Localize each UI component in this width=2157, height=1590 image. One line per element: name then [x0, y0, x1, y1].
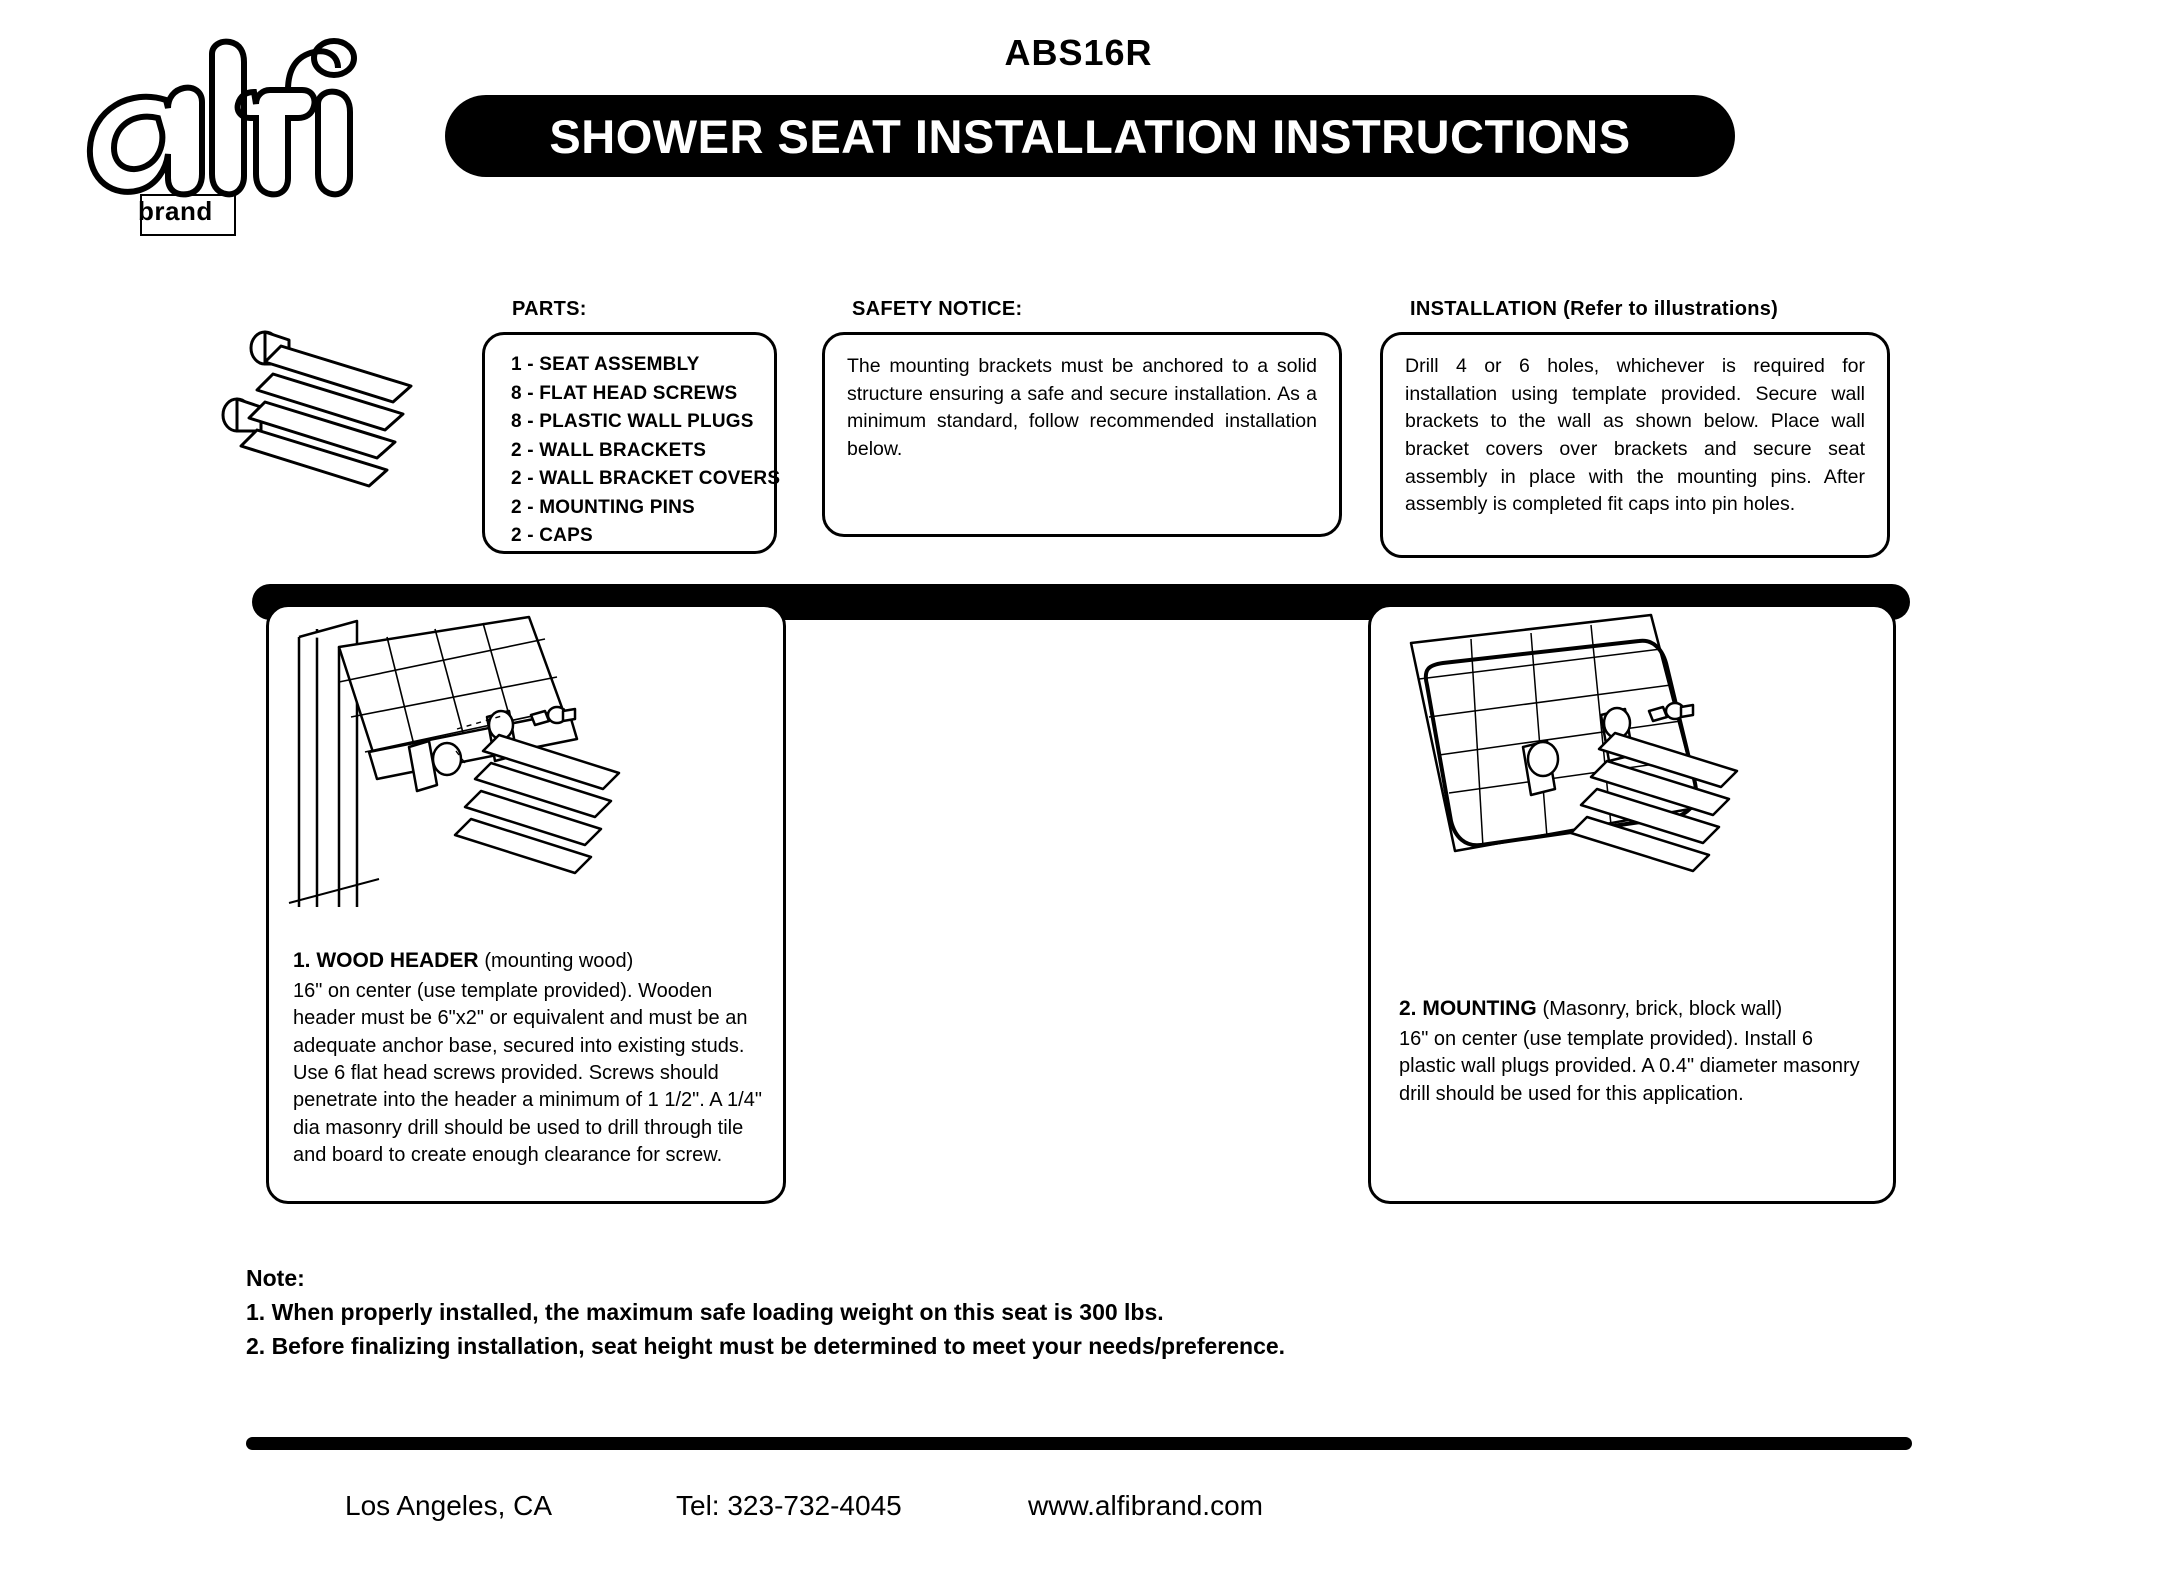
list-item: 1 - SEAT ASSEMBLY — [511, 354, 700, 375]
panel-mounting-text — [1399, 995, 1873, 1108]
safety-notice-text: The mounting brackets must be anchored to a solid structure ensuring a safe and secure installation. As a minimum standard, follow recommended installation below. — [847, 355, 1317, 461]
panel-wood-header — [266, 604, 786, 1204]
model-code: ABS16R — [1004, 32, 1153, 73]
list-item: 2 - WALL BRACKETS — [511, 439, 707, 461]
page-title-text: SHOWER SEAT INSTALLATION INSTRUCTIONS — [549, 109, 1631, 163]
panel-number: 2. — [1399, 997, 1417, 1020]
note-item: 1. When properly installed, the maximum safe loading weight on this seat is 300 lbs. — [246, 1298, 1164, 1325]
note-item: 2. Before finalizing installation, seat height must be determined to meet your needs/preference. — [246, 1332, 1286, 1359]
panel-heading-paren: (Masonry, brick, block wall) — [1542, 998, 1783, 1020]
installation-box — [1380, 332, 1890, 558]
logo-brand-text: brand — [138, 196, 213, 226]
panel-heading — [293, 947, 763, 976]
safety-notice-box — [822, 332, 1342, 537]
list-item: 8 - FLAT HEAD SCREWS — [511, 382, 738, 404]
parts-list — [485, 335, 781, 551]
panel-heading-title: WOOD HEADER — [316, 949, 479, 972]
panel-body: 16" on center (use template provided). Wooden header must be 6"x2" or equivalent and must be an adequate anchor base, secured into existing studs. Use 6 flat head screws provided. Screws should penetrate into the header a minimum of 1 1/2". A 1/4" dia masonry drill should be used to drill through tile and board to create enough clearance for screw. — [293, 979, 762, 1167]
footer-city: Los Angeles, CA — [345, 1490, 553, 1521]
panel-mounting — [1368, 604, 1896, 1204]
wood-header-illustration — [269, 607, 783, 937]
list-item: 2 - CAPS — [511, 525, 593, 546]
parts-box — [482, 332, 781, 554]
list-item: 2 - MOUNTING PINS — [511, 496, 695, 518]
safety-notice-label: SAFETY NOTICE: — [852, 298, 1023, 320]
panel-heading-paren: (mounting wood) — [484, 950, 634, 972]
list-item: 8 - PLASTIC WALL PLUGS — [511, 411, 754, 432]
panel-heading-title: MOUNTING — [1422, 997, 1537, 1020]
panel-wood-header-text — [293, 947, 763, 1170]
note-section — [246, 1262, 1746, 1363]
parts-label: PARTS: — [512, 298, 587, 320]
note-title: Note: — [246, 1265, 305, 1291]
installation-text: Drill 4 or 6 holes, whichever is required for installation using template provided. Secure wall brackets to the wall as shown below. Place wall bracket covers over brackets and secure seat assembly in place with the mounting pins. After assembly is completed fit caps into pin holes. — [1405, 355, 1865, 516]
panel-number: 1. — [293, 949, 311, 972]
page-title — [445, 95, 1735, 177]
footer-website[interactable]: www.alfibrand.com — [1028, 1490, 1263, 1521]
panel-heading — [1399, 995, 1873, 1024]
panel-body: 16" on center (use template provided). Install 6 plastic wall plugs provided. A 0.4" diameter masonry drill should be used for this application. — [1399, 1027, 1860, 1105]
installation-label: INSTALLATION (Refer to illustrations) — [1410, 298, 1779, 320]
list-item: 2 - WALL BRACKET COVERS — [511, 468, 781, 489]
footer-telephone: Tel: 323-732-4045 — [676, 1490, 902, 1521]
seat-assembly-illustration — [215, 330, 485, 510]
mounting-illustration — [1371, 607, 1893, 937]
footer-divider — [246, 1437, 1912, 1450]
